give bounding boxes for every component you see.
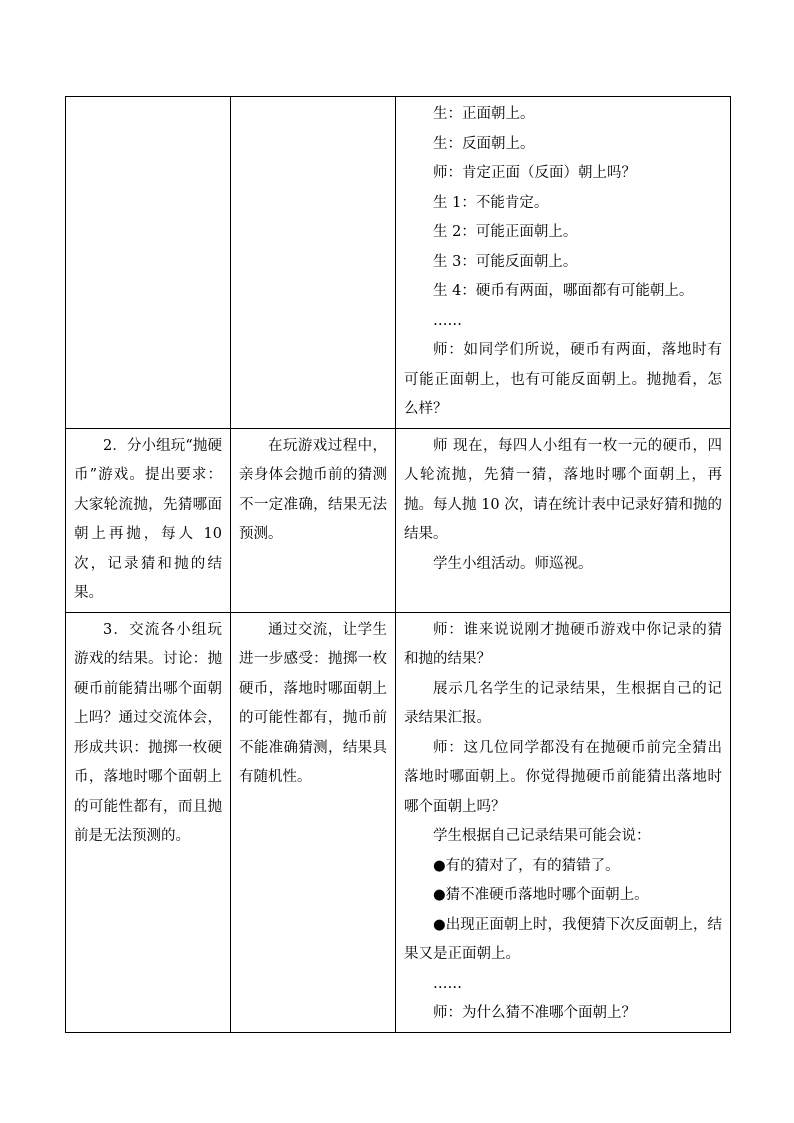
process-cell — [396, 428, 731, 612]
table-row — [66, 428, 731, 612]
paragraph: 在玩游戏过程中，亲身体会抛币前的猜测不一定准确，结果无法预测。 — [239, 437, 387, 542]
step-cell — [66, 612, 231, 1032]
paragraph: …… — [433, 312, 462, 329]
paragraph: 师 现在，每四人小组有一枚一元的硬币，四人轮流抛，先猜一猜，落地时哪个面朝上，再抛。每人抛 10 次，请在统计表中记录好猜和抛的结果。 — [404, 437, 722, 542]
paragraph: 生 4：硬币有两面，哪面都有可能朝上。 — [433, 283, 694, 299]
step-cell — [66, 97, 231, 429]
paragraph: 生 2：可能正面朝上。 — [433, 224, 578, 240]
paragraph: ●有的猜对了，有的猜错了。 — [433, 857, 620, 874]
paragraph: 学生根据自己记录结果可能会说： — [433, 828, 651, 844]
paragraph: 生：反面朝上。 — [433, 135, 535, 152]
paragraph: ●猜不准硬币落地时哪个面朝上。 — [433, 887, 649, 903]
paragraph: 学生小组活动。师巡视。 — [433, 555, 593, 572]
step-cell — [66, 428, 231, 612]
paragraph: 师：这几位同学都没有在抛硬币前完全猜出落地时哪面朝上。你觉得抛硬币前能猜出落地时哪个面朝上吗？ — [404, 739, 722, 815]
paragraph: 师：谁来说说刚才抛硬币游戏中你记录的猜和抛的结果？ — [404, 621, 722, 667]
paragraph: 2．分小组玩“抛硬币”游戏。提出要求：大家轮流抛，先猜哪面朝上再抛，每人 10 次，记录猜和抛的结果。 — [74, 437, 222, 601]
intent-cell — [231, 97, 396, 429]
paragraph: 师：肯定正面（反面）朝上吗？ — [433, 165, 636, 181]
paragraph: 生：正面朝上。 — [433, 106, 535, 122]
paragraph: 师：如同学们所说，硬币有两面，落地时有可能正面朝上，也有可能反面朝上。抛抛看，怎么样？ — [404, 342, 722, 417]
table-row — [66, 612, 731, 1032]
paragraph: 通过交流，让学生进一步感受：抛掷一枚硬币，落地时哪面朝上的可能性都有，抛币前不能准确猜测，结果具有随机性。 — [239, 621, 387, 785]
paragraph: ●出现正面朝上时，我便猜下次反面朝上，结果又是正面朝上。 — [404, 916, 722, 962]
paragraph: 生 1：不能肯定。 — [433, 194, 549, 211]
paragraph: 展示几名学生的记录结果，生根据自己的记录结果汇报。 — [404, 680, 722, 726]
paragraph: 生 3：可能反面朝上。 — [433, 253, 578, 270]
process-cell — [396, 612, 731, 1032]
table-row — [66, 97, 731, 429]
intent-cell — [231, 612, 396, 1032]
intent-cell — [231, 428, 396, 612]
lesson-plan-table — [65, 96, 731, 1033]
paragraph: …… — [433, 975, 462, 992]
paragraph: 师：为什么猜不准哪个面朝上？ — [433, 1005, 636, 1021]
process-cell — [396, 97, 731, 429]
paragraph: 3．交流各小组玩游戏的结果。讨论：抛硬币前能猜出哪个面朝上吗？通过交流体会，形成共识：抛掷一枚硬币，落地时哪个面朝上的可能性都有，而且抛前是无法预测的。 — [74, 621, 222, 844]
